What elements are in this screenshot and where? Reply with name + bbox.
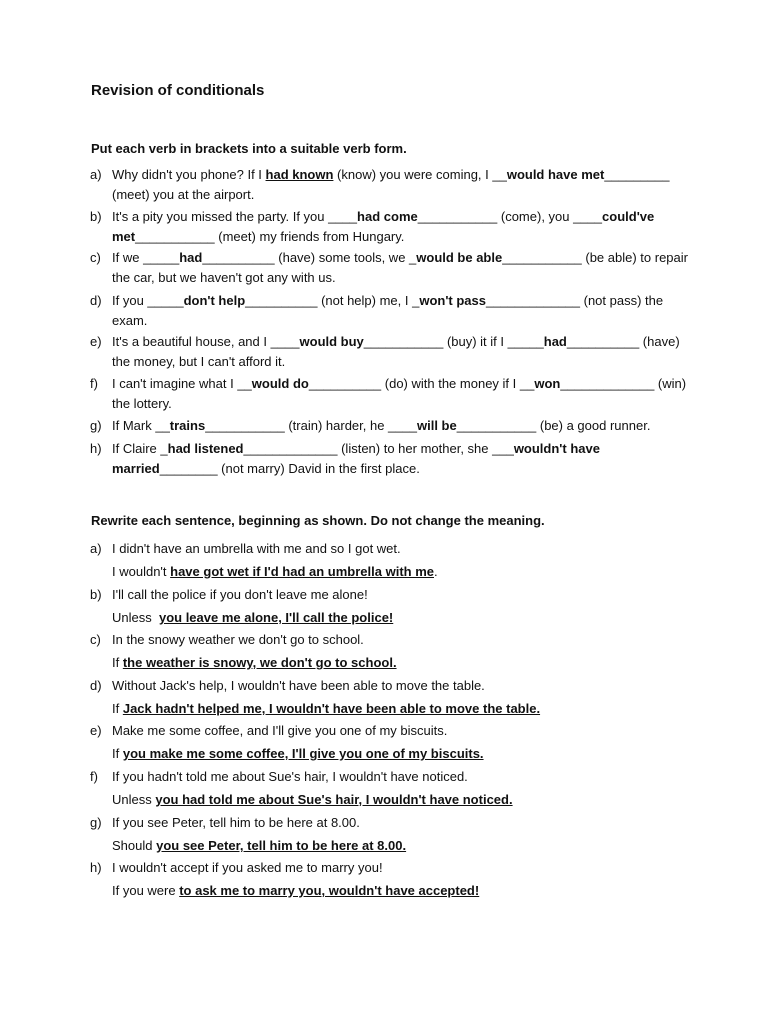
- item-text: [112, 811, 690, 857]
- answer-text: you had told me about Sue's hair, I wouldn't have noticed.: [155, 792, 513, 807]
- item-label: a): [90, 541, 102, 556]
- prompt-text: ___________ (be able) to repair the car, but we haven't got any with us.: [112, 250, 688, 285]
- answer-text: don't help: [183, 293, 246, 308]
- answer-text: trains: [169, 418, 206, 433]
- rewrite-item: [90, 628, 690, 674]
- fill-in-item: [90, 165, 690, 205]
- rewritten-sentence: [112, 697, 690, 720]
- original-sentence: Make me some coffee, and I'll give you one of my biscuits.: [112, 723, 448, 738]
- item-text: [112, 374, 690, 414]
- fill-in-item: [90, 416, 690, 436]
- prompt-text: _____________ (listen) to her mother, she ___: [243, 441, 514, 456]
- item-label: d): [90, 293, 102, 308]
- item-text: [112, 416, 690, 436]
- sentence-start: If: [112, 746, 123, 761]
- original-sentence: I didn't have an umbrella with me and so I got wet.: [112, 541, 401, 556]
- item-label: b): [90, 209, 102, 224]
- section2-instruction: Rewrite each sentence, beginning as shown. Do not change the meaning.: [91, 513, 545, 528]
- original-sentence: I'll call the police if you don't leave me alone!: [112, 587, 368, 602]
- item-text: [112, 332, 690, 372]
- prompt-text: It's a pity you missed the party. If you ____: [112, 209, 358, 224]
- rewritten-sentence: [112, 834, 690, 857]
- fill-in-item: [90, 207, 690, 247]
- answer-text: had listened: [167, 441, 244, 456]
- prompt-text: __________ (have) the money, but I can't afford it.: [112, 334, 680, 369]
- answer-text: Jack hadn't helped me, I wouldn't have been able to move the table.: [122, 701, 541, 716]
- sentence-start: If: [112, 701, 123, 716]
- answer-text: would do: [251, 376, 309, 391]
- item-label: g): [90, 418, 102, 433]
- sentence-start: Unless: [112, 610, 159, 625]
- prompt-text: ___________ (come), you ____: [417, 209, 603, 224]
- item-text: [112, 583, 690, 629]
- prompt-text: ___________ (buy) it if I _____: [363, 334, 544, 349]
- page-title: Revision of conditionals: [91, 82, 265, 99]
- original-sentence: If you hadn't told me about Sue's hair, I wouldn't have noticed.: [112, 769, 468, 784]
- item-text: [112, 765, 690, 811]
- answer-text: wouldn't have married: [112, 441, 600, 476]
- item-text: [112, 856, 690, 902]
- original-sentence: In the snowy weather we don't go to school.: [112, 632, 364, 647]
- answer-text: won't pass: [419, 293, 487, 308]
- prompt-text: It's a beautiful house, and I ____: [112, 334, 300, 349]
- fill-in-item: [90, 248, 690, 288]
- prompt-text: __________ (do) with the money if I __: [308, 376, 535, 391]
- answer-text: could've met: [112, 209, 655, 244]
- prompt-text: If we _____: [112, 250, 180, 265]
- rewritten-sentence: [112, 560, 690, 583]
- prompt-text: ___________ (train) harder, he ____: [205, 418, 417, 433]
- sentence-start: I wouldn't: [112, 564, 171, 579]
- prompt-text: _________ (meet) you at the airport.: [112, 167, 670, 202]
- original-sentence: I wouldn't accept if you asked me to marry you!: [112, 860, 383, 875]
- section1-instruction: Put each verb in brackets into a suitable verb form.: [91, 141, 407, 156]
- item-text: [112, 165, 690, 205]
- prompt-text: ___________ (meet) my friends from Hungary.: [135, 229, 405, 244]
- answer-text: would have met: [506, 167, 605, 182]
- item-text: [112, 248, 690, 288]
- original-sentence: If you see Peter, tell him to be here at 8.00.: [112, 815, 360, 830]
- fill-in-item: [90, 291, 690, 331]
- sentence-end: .: [434, 564, 438, 579]
- rewrite-item: [90, 719, 690, 765]
- fill-in-item: [90, 374, 690, 414]
- answer-text: had: [543, 334, 567, 349]
- rewrite-item: [90, 811, 690, 857]
- item-label: b): [90, 587, 102, 602]
- rewrite-item: [90, 856, 690, 902]
- fill-in-item: [90, 332, 690, 372]
- item-label: e): [90, 723, 102, 738]
- answer-text: had known: [265, 167, 334, 182]
- answer-text: you leave me alone, I'll call the police!: [158, 610, 394, 625]
- item-label: c): [90, 250, 101, 265]
- rewritten-sentence: [112, 788, 690, 811]
- item-text: [112, 719, 690, 765]
- answer-text: had come: [357, 209, 418, 224]
- prompt-text: _____________ (win) the lottery.: [112, 376, 687, 411]
- sentence-start: Unless: [112, 792, 156, 807]
- answer-text: would be able: [416, 250, 503, 265]
- sentence-start: If you were: [112, 883, 180, 898]
- item-label: f): [90, 769, 98, 784]
- prompt-text: ________ (not marry) David in the first place.: [159, 461, 420, 476]
- prompt-text: If Claire _: [112, 441, 168, 456]
- item-label: f): [90, 376, 98, 391]
- item-text: [112, 674, 690, 720]
- rewrite-item: [90, 765, 690, 811]
- item-label: a): [90, 167, 102, 182]
- item-label: h): [90, 441, 102, 456]
- rewritten-sentence: [112, 606, 690, 629]
- rewritten-sentence: [112, 742, 690, 765]
- prompt-text: _____________ (not pass) the exam.: [112, 293, 664, 328]
- item-label: d): [90, 678, 102, 693]
- answer-text: the weather is snowy, we don't go to school.: [122, 655, 397, 670]
- rewrite-item: [90, 674, 690, 720]
- prompt-text: ___________ (be) a good runner.: [456, 418, 651, 433]
- item-text: [112, 207, 690, 247]
- answer-text: to ask me to marry you, wouldn't have accepted!: [179, 883, 480, 898]
- answer-text: will be: [416, 418, 457, 433]
- item-text: [112, 628, 690, 674]
- prompt-text: __________ (not help) me, I _: [245, 293, 420, 308]
- answer-text: you make me some coffee, I'll give you one of my biscuits.: [122, 746, 484, 761]
- prompt-text: If you _____: [112, 293, 184, 308]
- item-text: [112, 291, 690, 331]
- item-text: [112, 439, 690, 479]
- item-label: e): [90, 334, 102, 349]
- item-label: g): [90, 815, 102, 830]
- prompt-text: Why didn't you phone? If I: [112, 167, 266, 182]
- prompt-text: __________ (have) some tools, we _: [202, 250, 417, 265]
- original-sentence: Without Jack's help, I wouldn't have been able to move the table.: [112, 678, 485, 693]
- prompt-text: I can't imagine what I __: [112, 376, 252, 391]
- answer-text: would buy: [299, 334, 364, 349]
- item-label: h): [90, 860, 102, 875]
- item-label: c): [90, 632, 101, 647]
- rewrite-item: [90, 537, 690, 583]
- answer-text: won: [534, 376, 561, 391]
- sentence-start: If: [112, 655, 123, 670]
- answer-text: had: [179, 250, 203, 265]
- rewritten-sentence: [112, 879, 690, 902]
- fill-in-item: [90, 439, 690, 479]
- answer-text: you see Peter, tell him to be here at 8.00.: [156, 838, 407, 853]
- sentence-start: Should: [112, 838, 157, 853]
- answer-text: have got wet if I'd had an umbrella with me: [170, 564, 434, 579]
- prompt-text: If Mark __: [112, 418, 170, 433]
- rewrite-item: [90, 583, 690, 629]
- rewritten-sentence: [112, 651, 690, 674]
- item-text: [112, 537, 690, 583]
- prompt-text: (know) you were coming, I __: [333, 167, 507, 182]
